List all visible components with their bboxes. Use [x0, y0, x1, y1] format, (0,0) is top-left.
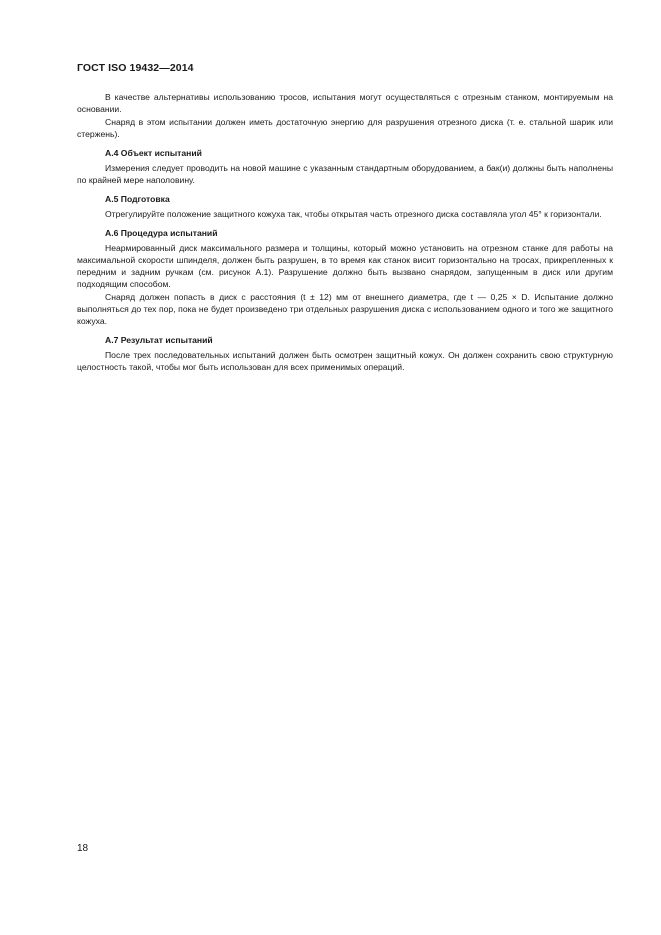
paragraph: Снаряд должен попасть в диск с расстояния (t ± 12) мм от внешнего диаметра, где t — 0,25 × D. Испытание должно выполняться до тех пор, пока не будет произведено три отдельных разрушения диска с использованием одного и того же защитного кожуха.: [77, 292, 613, 326]
section-heading: А.5 Подготовка: [105, 194, 170, 204]
paragraph: После трех последовательных испытаний должен быть осмотрен защитный кожух. Он должен сохранить свою структурную целостность такой, чтобы мог быть использован для всех применимых операций.: [77, 350, 613, 372]
paragraph: Измерения следует проводить на новой машине с указанным стандартным оборудованием, а бак(и) должны быть наполнены по крайней мере наполовину.: [77, 163, 613, 185]
paragraph: Неармированный диск максимального размера и толщины, который можно установить на отрезном станке для работы на максимальной скорости шпинделя, должен быть разрушен, в то время как станок висит горизонтально на тросах, прикрепленных к передним и задним ручкам (см. рисунок А.1). Разрушение должно быть вызвано снарядом, запущенным в диск или другим подходящим способом.: [77, 243, 613, 289]
paragraph: Отрегулируйте положение защитного кожуха так, чтобы открытая часть отрезного диска составляла угол 45° к горизонтали.: [105, 209, 602, 219]
section-heading: А.7 Результат испытаний: [105, 335, 213, 345]
document-header: ГОСТ ISO 19432—2014: [77, 62, 194, 74]
section-heading: А.6 Процедура испытаний: [105, 228, 218, 238]
paragraph: В качестве альтернативы использованию тросов, испытания могут осуществляться с отрезным станком, монтируемым на основании.: [77, 92, 613, 114]
paragraph: Снаряд в этом испытании должен иметь достаточную энергию для разрушения отрезного диска (т. е. стальной шарик или стержень).: [77, 117, 613, 139]
section-heading: А.4 Объект испытаний: [105, 148, 202, 158]
document-body: [77, 91, 613, 374]
page-number: 18: [77, 843, 89, 854]
